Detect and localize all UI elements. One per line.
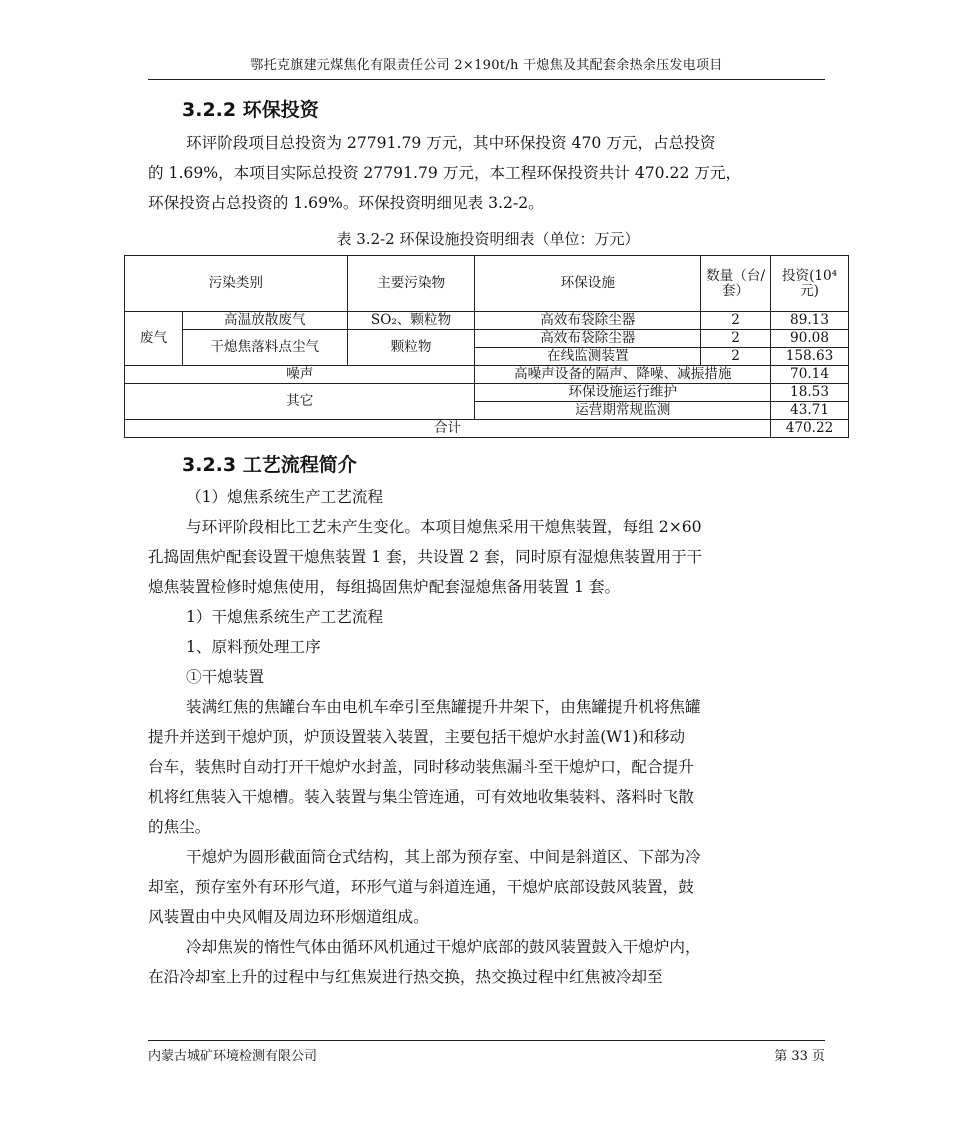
cell-investment: 89.13: [771, 312, 849, 330]
page-header: 鄂托克旗建元煤焦化有限责任公司 2×190t/h 干熄焦及其配套余热余压发电项目: [250, 58, 723, 73]
paragraph-line: 台车，装焦时自动打开干熄炉水封盖，同时移动装焦漏斗至干熄炉口，配合提升: [148, 758, 694, 776]
table-row: [125, 366, 849, 384]
cell-category: 高温放散废气: [182, 312, 347, 330]
subheading: （1）熄焦系统生产工艺流程: [186, 488, 384, 506]
paragraph-line: 却室，预存室外有环形气道，环形气道与斜道连通，干熄炉底部设鼓风装置，鼓: [148, 878, 694, 896]
cell-facility: 高效布袋除尘器: [475, 330, 701, 348]
cell-category: 其它: [125, 384, 475, 420]
paragraph-line: 环评阶段项目总投资为 27791.79 万元，其中环保投资 470 万元，占总投资: [186, 134, 716, 152]
header-investment: 投资(10⁴元): [771, 256, 849, 312]
cell-quantity: 2: [701, 348, 771, 366]
process-body: [148, 482, 828, 992]
footer-rule: [148, 1040, 825, 1041]
cell-facility: 环保设施运行维护: [475, 384, 771, 402]
paragraph-line: 机将红焦装入干熄槽。装入装置与集尘管连通，可有效地收集装料、落料时飞散: [148, 788, 694, 806]
env-investment-table: [124, 255, 849, 438]
page-number: 第 33 页: [774, 1049, 825, 1064]
table-caption: 表 3.2-2 环保设施投资明细表（单位：万元）: [336, 230, 640, 248]
cell-investment: 90.08: [771, 330, 849, 348]
paragraph-line: 环保投资占总投资的 1.69%。环保投资明细见表 3.2-2。: [148, 194, 544, 212]
cell-facility: 在线监测装置: [475, 348, 701, 366]
paragraph-line: 在沿冷却室上升的过程中与红焦炭进行热交换，热交换过程中红焦被冷却至: [148, 968, 663, 986]
cell-investment: 18.53: [771, 384, 849, 402]
table-row: [125, 384, 849, 402]
paragraph-line: 提升并送到干熄炉顶，炉顶设置装入装置，主要包括干熄炉水封盖(W1)和移动: [148, 728, 686, 746]
subheading: 1）干熄焦系统生产工艺流程: [186, 608, 384, 626]
paragraph-line: 装满红焦的焦罐台车由电机车牵引至焦罐提升井架下，由焦罐提升机将焦罐: [186, 698, 701, 716]
paragraph-line: 风装置由中央风帽及周边环形烟道组成。: [148, 908, 429, 926]
waste-gas-label: 废气: [125, 312, 183, 366]
subheading: 1、原料预处理工序: [186, 638, 321, 656]
env-investment-paragraph: [148, 128, 828, 218]
total-label: 合计: [125, 420, 771, 438]
paragraph-line: 的 1.69%，本项目实际总投资 27791.79 万元，本工程环保投资共计 470.22 万元，: [148, 164, 742, 182]
cell-investment: 158.63: [771, 348, 849, 366]
paragraph-line: 冷却焦炭的惰性气体由循环风机通过干熄炉底部的鼓风装置鼓入干熄炉内，: [186, 938, 701, 956]
header-category: 污染类别: [125, 256, 348, 312]
paragraph-line: 干熄炉为圆形截面筒仓式结构，其上部为预存室、中间是斜道区、下部为冷: [186, 848, 701, 866]
header-facility: 环保设施: [475, 256, 701, 312]
cell-pollutant: SO₂、颗粒物: [347, 312, 475, 330]
paragraph-line: 的焦尘。: [148, 818, 211, 836]
subheading: ①干熄装置: [186, 668, 264, 686]
paragraph-line: 熄焦装置检修时熄焦使用，每组捣固焦炉配套湿熄焦备用装置 1 套。: [148, 578, 621, 596]
table-total-row: [125, 420, 849, 438]
footer-company: 内蒙古城矿环境检测有限公司: [148, 1049, 318, 1064]
cell-facility: 高噪声设备的隔声、降噪、减振措施: [475, 366, 771, 384]
section-title-process: 3.2.3 工艺流程简介: [182, 454, 357, 476]
cell-category: 噪声: [125, 366, 475, 384]
cell-category: 干熄焦落料点尘气: [182, 330, 347, 366]
cell-facility: 运营期常规监测: [475, 402, 771, 420]
cell-pollutant: 颗粒物: [347, 330, 475, 366]
table-row: [125, 330, 849, 348]
cell-investment: 43.71: [771, 402, 849, 420]
total-investment: 470.22: [771, 420, 849, 438]
table-row: [125, 312, 849, 330]
header-quantity: 数量（台/套）: [701, 256, 771, 312]
header-rule: [148, 79, 825, 80]
cell-quantity: 2: [701, 312, 771, 330]
section-title-env-investment: 3.2.2 环保投资: [182, 99, 319, 121]
cell-facility: 高效布袋除尘器: [475, 312, 701, 330]
table-header-row: [125, 256, 849, 312]
paragraph-line: 与环评阶段相比工艺未产生变化。本项目熄焦采用干熄焦装置，每组 2×60: [186, 518, 702, 536]
header-pollutant: 主要污染物: [347, 256, 475, 312]
cell-investment: 70.14: [771, 366, 849, 384]
cell-quantity: 2: [701, 330, 771, 348]
paragraph-line: 孔捣固焦炉配套设置干熄焦装置 1 套，共设置 2 套，同时原有湿熄焦装置用于干: [148, 548, 703, 566]
